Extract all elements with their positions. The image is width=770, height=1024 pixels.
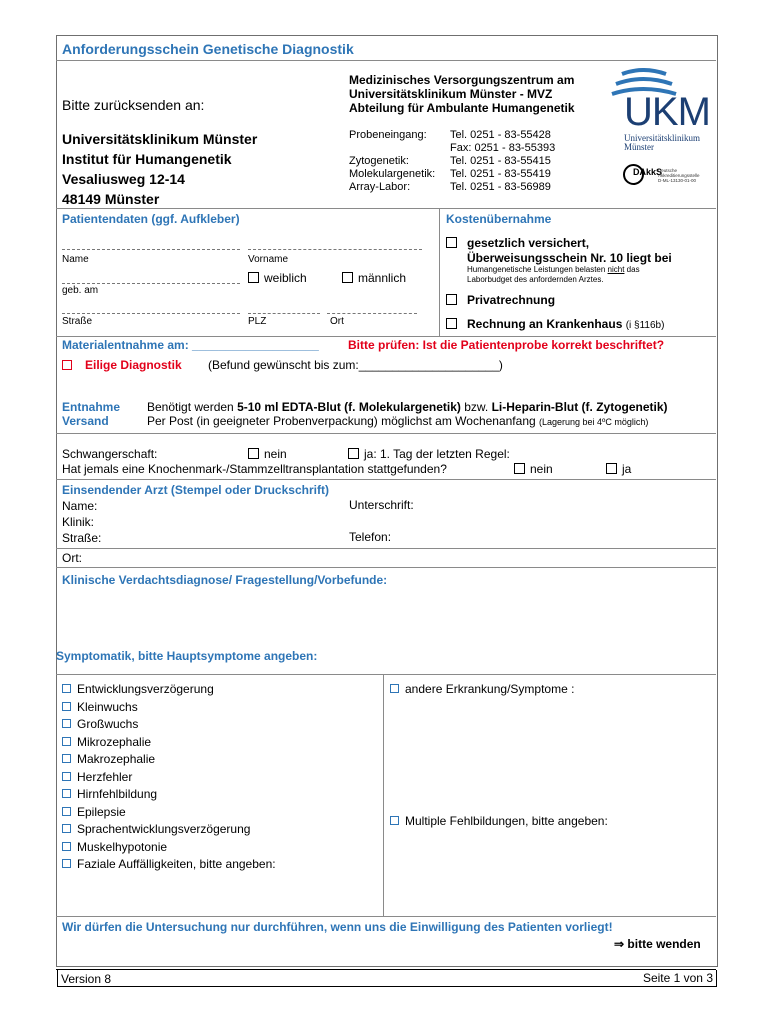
checkbox-icon[interactable] [390,816,399,825]
divider [56,567,716,568]
divider [439,208,440,336]
transplant-no-label: nein [530,462,553,476]
befund-field[interactable]: (Befund gewünscht bis zum:_____________________) [208,358,503,372]
institute-address [62,129,257,209]
symptom-label: Sprachentwicklungsverzögerung [77,822,251,836]
geb-label: geb. am [62,285,99,296]
checkbox-icon[interactable] [446,294,457,305]
weiblich-label: weiblich [264,271,307,285]
strasse-line [62,313,240,314]
entnahme-label: Entnahme [62,400,121,414]
cost-note [467,265,640,285]
checkbox-icon[interactable] [342,272,353,283]
mvz-line: Abteilung für Ambulante Humangenetik [349,101,575,115]
cost-option-private[interactable] [446,293,555,307]
versand-note: (Lagerung bei 4ºC möglich) [539,417,649,427]
checkbox-icon[interactable] [62,824,71,833]
cost-note-text: Laborbudget des anfordernden Arztes. [467,275,604,284]
symptom-label: Großwuchs [77,717,139,731]
transplant-yes-option[interactable] [606,462,631,476]
symptom-item[interactable] [62,700,276,718]
divider [56,433,716,434]
dakks-text: DAkkS [633,167,663,177]
cost-option-hospital[interactable] [446,317,664,331]
institute-line: Vesaliusweg 12-14 [62,171,185,187]
contact-value: Tel. 0251 - 83-55415 [450,155,551,167]
transplant-question: Hat jemals eine Knochenmark-/Stammzelltransplantation stattgefunden? [62,462,447,476]
cost-option-gkv[interactable] [446,236,672,266]
checkbox-icon[interactable] [62,684,71,693]
contact-label: Zytogenetik: [349,155,409,167]
symptom-item[interactable] [62,840,276,858]
patient-section-title: Patientendaten (ggf. Aufkleber) [62,212,240,226]
checkbox-icon[interactable] [62,859,71,868]
symptom-item[interactable] [62,787,276,805]
cost-hospital-note: (i §116b) [625,320,665,331]
eilig-label: Eilige Diagnostik [85,358,182,372]
ukm-sub-line: Universitätsklinikum [624,133,700,143]
symptom-label: Kleinwuchs [77,699,138,714]
ukm-sub-line: Münster [624,142,654,152]
dakks-sub-line: D-ML-13130-01-00 [658,178,697,183]
symptom-item[interactable] [62,770,276,788]
arzt-ort-field[interactable]: Ort: [62,551,82,565]
divider [383,674,384,916]
entnahme-text [147,400,668,429]
checkbox-icon[interactable] [62,772,71,781]
entnahme-labels [62,400,120,428]
contact-value: Fax: 0251 - 83-55393 [450,142,556,154]
checkbox-icon[interactable] [606,463,617,474]
symptom-label: Makrozephalie [77,752,156,766]
maennlich-option[interactable] [342,271,406,285]
symptom-item[interactable] [62,682,276,700]
institute-line: Universitätsklinikum Münster [62,131,258,147]
page-number: Seite 1 von 3 [642,971,713,985]
eilig-option[interactable] [62,358,182,372]
dakks-sub-line: Deutsche [658,168,678,173]
cost-hospital-label: Rechnung an Krankenhaus [467,317,623,331]
vorname-line [248,249,422,250]
divider [56,60,716,61]
symptom-label: Faziale Auffälligkeiten, bitte angeben: [77,857,276,871]
ukm-logo-text: UKM [624,90,710,134]
entnahme-text-bold: Li-Heparin-Blut (f. Zytogenetik) [491,400,668,414]
symptom-item[interactable] [62,857,276,875]
pregnancy-yes-option[interactable] [348,447,510,461]
arzt-klinik-field[interactable]: Klinik: [62,515,95,529]
checkbox-icon[interactable] [62,754,71,763]
return-label: Bitte zurücksenden an: [62,97,205,113]
contact-value: Tel. 0251 - 83-56989 [450,181,551,193]
contact-label [349,142,435,155]
weiblich-option[interactable] [248,271,307,285]
cost-gkv-label: gesetzlich versichert, [467,236,590,250]
pregnancy-label: Schwangerschaft: [62,447,158,461]
arzt-phone-field[interactable]: Telefon: [349,530,392,544]
name-line [62,249,240,250]
symptom-label: Entwicklungsverzögerung [77,682,214,696]
ort-line [327,313,417,314]
contact-label: Molekulargenetik: [349,168,436,180]
version-label: Version 8 [61,972,112,986]
materialentnahme-field[interactable]: Materialentnahme am: ___________________ [62,338,319,352]
multiple-malformations-option[interactable] [390,814,608,828]
cost-note-text: das [624,265,640,274]
contact-label: Array-Labor: [349,181,411,193]
contact-labels [349,129,435,194]
checkbox-icon[interactable] [62,807,71,816]
entnahme-text-part: Benötigt werden [147,400,238,414]
pregnancy-no-option[interactable] [248,447,287,461]
symptom-label: Muskelhypotonie [77,839,168,854]
symptom-label: Herzfehler [77,769,133,784]
symptom-label: Mikrozephalie [77,734,152,749]
multiple-malformations-label: Multiple Fehlbildungen, bitte angeben: [405,814,608,828]
contact-label: Probeneingang: [349,129,427,141]
mvz-line: Medizinisches Versorgungszentrum am [349,73,575,87]
ort-label: Ort [330,316,344,327]
contact-value: Tel. 0251 - 83-55428 [450,129,551,141]
cost-private-label: Privatrechnung [467,293,556,307]
contact-values [450,129,555,194]
entnahme-text-part: bzw. [460,400,492,414]
contact-value: Tel. 0251 - 83-55419 [450,168,551,180]
checkbox-icon[interactable] [446,237,457,248]
symptoms-section-title: Symptomatik, bitte Hauptsymptome angeben: [56,649,318,663]
name-label: Name [62,254,89,265]
checkbox-icon[interactable] [514,463,525,474]
other-symptoms-option[interactable] [390,682,574,696]
label-check-warning: Bitte prüfen: Ist die Patientenprobe korrekt beschriftet? [348,338,665,352]
geb-line [62,283,240,284]
ukm-logo-sub [624,134,700,152]
vorname-label: Vorname [248,254,289,265]
form-title: Anforderungsschein Genetische Diagnostik [62,41,354,57]
cost-gkv-label-2: Überweisungsschein Nr. 10 liegt bei [467,251,672,265]
mvz-address [349,73,575,115]
divider [56,548,716,549]
maennlich-label: männlich [358,271,407,285]
cost-note-underline: nicht [607,265,625,274]
arzt-signature-field[interactable]: Unterschrift: [349,498,414,512]
checkbox-icon[interactable] [390,684,399,693]
checkbox-icon[interactable] [348,448,359,459]
footer-bar [57,970,717,987]
divider [56,336,716,337]
checkbox-icon[interactable] [62,719,71,728]
cost-note-text: Humangenetische Leistungen belasten [467,265,608,274]
symptom-label: Epilepsie [77,804,126,819]
symptom-label: Hirnfehlbildung [77,787,158,801]
checkbox-icon[interactable] [62,789,71,798]
pregnancy-yes-label: ja: 1. Tag der letzten Regel: [364,447,510,461]
symptom-item[interactable] [62,735,276,753]
plz-line [248,313,320,314]
checkbox-icon[interactable] [62,360,72,370]
divider [56,916,716,917]
divider [56,674,716,675]
symptom-item[interactable] [62,822,276,840]
arzt-section-title: Einsendender Arzt (Stempel oder Druckschrift) [62,483,329,497]
versand-text: Per Post (in geeigneter Probenverpackung) möglichst am Wochenanfang [147,414,539,428]
entnahme-text-bold: 5-10 ml EDTA-Blut (f. Molekulargenetik) [237,400,461,414]
clinical-section-title: Klinische Verdachtsdiagnose/ Fragestellung/Vorbefunde: [62,573,388,587]
checkbox-icon[interactable] [62,842,71,851]
dakks-logo [623,164,661,182]
arrow-right-icon: ⇒ [614,937,625,951]
pregnancy-no-label: nein [264,447,287,461]
symptom-item[interactable] [62,752,276,770]
checkbox-icon[interactable] [248,272,259,283]
other-symptoms-label: andere Erkrankung/Symptome : [405,682,575,696]
arzt-name-field[interactable]: Name: [62,499,98,513]
mvz-line: Universitätsklinikum Münster - MVZ [349,87,553,101]
institute-line: Institut für Humangenetik [62,151,232,167]
costs-section-title: Kostenübernahme [446,212,552,226]
checkbox-icon[interactable] [248,448,259,459]
arzt-strasse-field[interactable]: Straße: [62,531,102,545]
transplant-yes-label: ja [622,462,632,476]
dakks-sub [658,168,700,183]
divider [56,208,716,209]
consent-notice: Wir dürfen die Untersuchung nur durchführen, wenn uns die Einwilligung des Patienten vorliegt! [62,920,613,934]
divider [56,479,716,480]
ukm-logo [608,68,708,208]
checkbox-icon[interactable] [446,318,457,329]
dakks-sub-line: Akkreditierungsstelle [658,173,700,178]
checkbox-icon[interactable] [62,737,71,746]
turn-page [614,937,701,951]
transplant-no-option[interactable] [514,462,553,476]
symptom-item[interactable] [62,717,276,735]
versand-label: Versand [62,414,109,428]
checkbox-icon[interactable] [62,702,71,711]
strasse-label: Straße [62,316,93,327]
plz-label: PLZ [248,316,267,327]
institute-line: 48149 Münster [62,191,160,207]
symptom-list [62,682,276,875]
turn-page-label: bitte wenden [627,937,701,951]
symptom-item[interactable] [62,805,276,823]
arzt-fields [62,498,101,546]
